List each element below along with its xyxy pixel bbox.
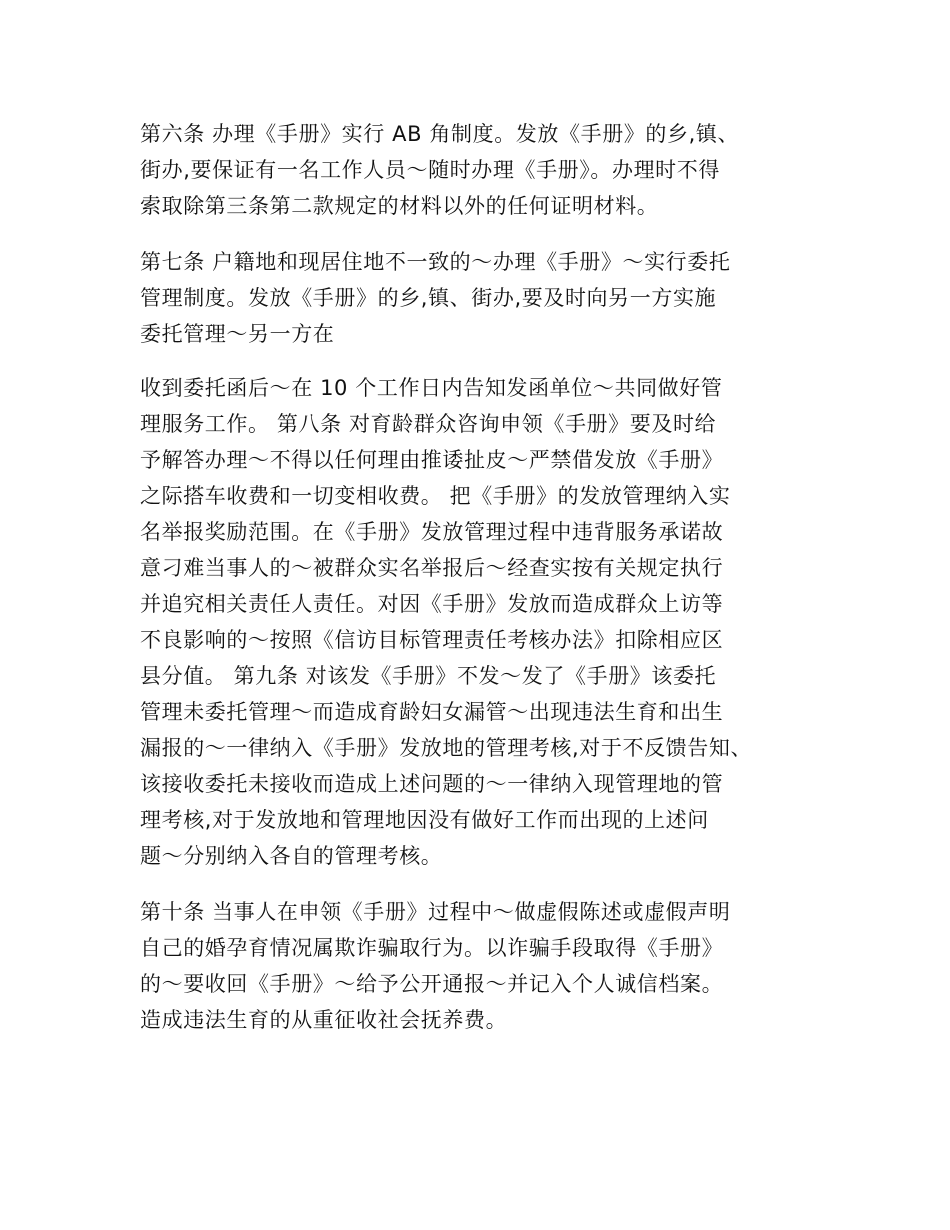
text-line: 第十条 当事人在申领《手册》过程中～做虚假陈述或虚假声明	[140, 900, 731, 924]
text-line: 收到委托函后～在 10 个工作日内告知发函单位～共同做好管	[140, 376, 723, 400]
paragraph-article-7-8-9	[140, 370, 820, 874]
text-line: 并追究相关责任人责任。对因《手册》发放而造成群众上访等	[140, 592, 724, 616]
text-line: 第七条 户籍地和现居住地不一致的～办理《手册》～实行委托	[140, 250, 731, 274]
text-line: 管理制度。发放《手册》的乡,镇、街办,要及时向另一方实施	[140, 286, 717, 310]
text-line: 的～要收回《手册》～给予公开通报～并记入个人诚信档案。	[140, 972, 724, 996]
text-line: 委托管理～另一方在	[140, 322, 335, 346]
text-line: 理服务工作。 第八条 对育龄群众咨询申领《手册》要及时给	[140, 412, 717, 436]
text-line: 不良影响的～按照《信访目标管理责任考核办法》扣除相应区	[140, 628, 724, 652]
paragraph-article-6	[140, 116, 820, 224]
document-body	[140, 116, 820, 1058]
text-line: 漏报的～一律纳入《手册》发放地的管理考核,对于不反馈告知、	[140, 736, 753, 760]
text-line: 理考核,对于发放地和管理地因没有做好工作而出现的上述问	[140, 808, 709, 832]
text-line: 第六条 办理《手册》实行 AB 角制度。发放《手册》的乡,镇、	[140, 122, 740, 146]
text-line: 予解答办理～不得以任何理由推诿扯皮～严禁借发放《手册》	[140, 448, 724, 472]
text-line: 管理未委托管理～而造成育龄妇女漏管～出现违法生育和出生	[140, 700, 724, 724]
paragraph-article-7	[140, 244, 820, 352]
text-line: 索取除第三条第二款规定的材料以外的任何证明材料。	[140, 194, 659, 218]
text-line: 之际搭车收费和一切变相收费。 把《手册》的发放管理纳入实	[140, 484, 731, 508]
text-line: 造成违法生育的从重征收社会抚养费。	[140, 1008, 508, 1032]
text-line: 街办,要保证有一名工作人员～随时办理《手册》。办理时不得	[140, 158, 720, 182]
paragraph-article-10	[140, 894, 820, 1038]
text-line: 名举报奖励范围。在《手册》发放管理过程中违背服务承诺故	[140, 520, 724, 544]
text-line: 意刁难当事人的～被群众实名举报后～经查实按有关规定执行	[140, 556, 724, 580]
text-line: 该接收委托未接收而造成上述问题的～一律纳入现管理地的管	[140, 772, 724, 796]
text-line: 自己的婚孕育情况属欺诈骗取行为。以诈骗手段取得《手册》	[140, 936, 724, 960]
text-line: 县分值。 第九条 对该发《手册》不发～发了《手册》该委托	[140, 664, 717, 688]
text-line: 题～分别纳入各自的管理考核。	[140, 844, 443, 868]
